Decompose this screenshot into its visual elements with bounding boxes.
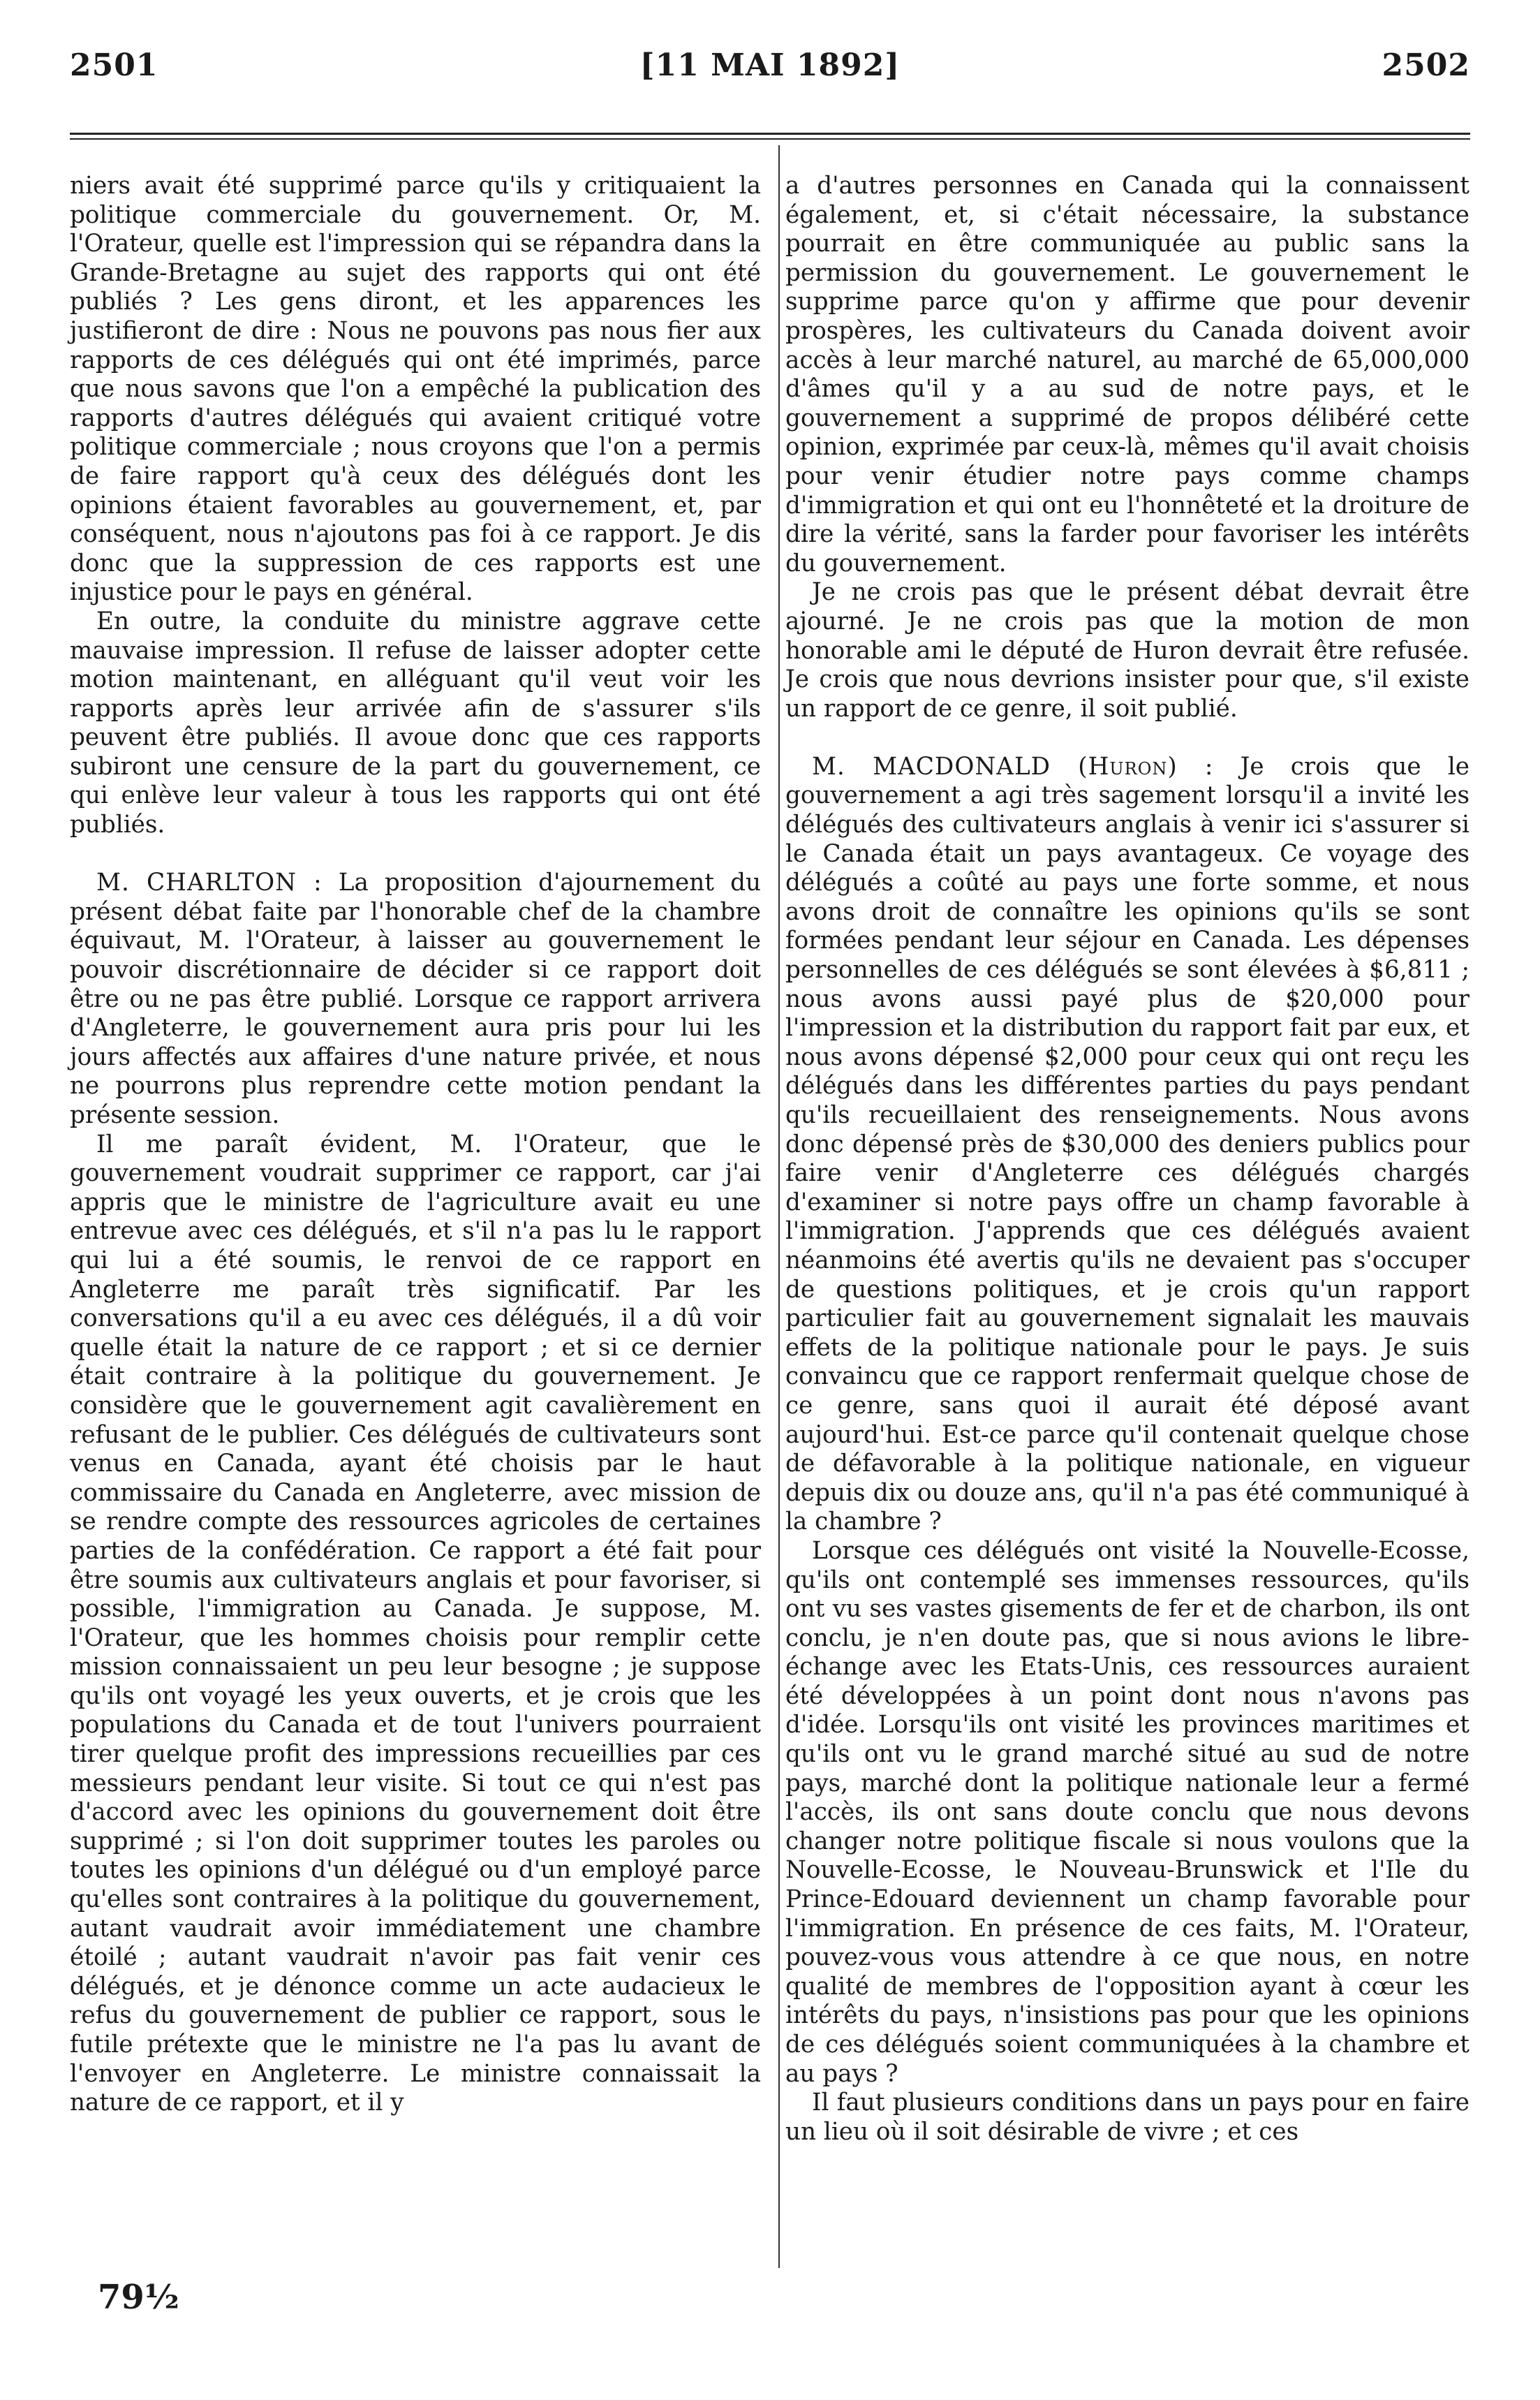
- paragraph: a d'autres personnes en Canada qui la connaissent également, et, si c'était nécessaire, la substance pourrait en être communiquée au public sans la permission du gouvernement. Le gouvernement le supprime parce qu'on y affirme que pour devenir prospères, les cultivateurs du Canada doivent avoir accès à leur marché naturel, au marché de 65,000,000 d'âmes qu'il y a au sud de notre pays, et le gouvernement a supprimé de propos délibéré cette opinion, exprimée par ceux-là, mêmes qu'il avait choisis pour venir étudier notre pays comme champs d'immigration et qui ont eu l'honnêteté et la droiture de dire la vérité, sans la farder pour favoriser les intérêts du gouvernement.: [785, 172, 1469, 577]
- left-column: [70, 172, 761, 2118]
- paragraph: niers avait été supprimé parce qu'ils y critiquaient la politique commerciale du gouvernement. Or, M. l'Orateur, quelle est l'impression qui se répandra dans la Grande-Bretagne au sujet des rapports qui ont été publiés ? Les gens diront, et les apparences les justifieront de dire : Nous ne pouvons pas nous fier aux rapports de ces délégués qui ont été imprimés, parce que nous savons que l'on a empêché la publication des rapports d'autres délégués qui avaient critiqué votre politique commerciale ; nous croyons que l'on a permis de faire rapport qu'à ceux des délégués dont les opinions étaient favorables au gouvernement, et, par conséquent, nous n'ajoutons pas foi à ce rapport. Je dis donc que la suppression de ces rapports est une injustice pour le pays en général.: [70, 172, 761, 607]
- paragraph: Il me paraît évident, M. l'Orateur, que le gouvernement voudrait supprimer ce rapport, car j'ai appris que le ministre de l'agriculture avait eu une entrevue avec ces délégués, et s'il n'a pas lu le rapport qui lui a été soumis, le renvoi de ce rapport en Angleterre me paraît très significatif. Par les conversations qu'il a eu avec ces délégués, il a dû voir quelle était la nature de ce rapport ; et si ce dernier était contraire à la politique du gouvernement. Je considère que le gouvernement agit cavalièrement en refusant de le publier. Ces délégués de cultivateurs sont venus en Canada, ayant été choisis par le haut commissaire du Canada en Angleterre, avec mission de se rendre compte des ressources agricoles de certaines parties de la confédération. Ce rapport a été fait pour être soumis aux cultivateurs anglais et pour favoriser, si possible, l'immigration au Canada. Je suppose, M. l'Orateur, que les hommes choisis pour remplir cette mission connaissaient un peu leur besogne ; je suppose qu'ils ont voyagé les yeux ouverts, et je crois que les populations du Canada et de tout l'univers pourraient tirer quelque profit des impressions recueillies par ces messieurs pendant leur visite. Si tout ce qui n'est pas d'accord avec les opinions du gouvernement doit être supprimé ; si l'on doit supprimer toutes les paroles ou toutes les opinions d'un délégué ou d'un employé parce qu'elles sont contraires à la politique du gouvernement, autant vaudrait avoir immédiatement une chambre étoilé ; autant vaudrait n'avoir pas fait venir ces délégués, et je dénonce comme un acte audacieux le refus du gouvernement de publier ce rapport, sous le futile prétexte que le ministre ne l'a pas lu avant de l'envoyer en Angleterre. Le ministre connaissait la nature de ce rapport, et il y: [70, 1130, 761, 2117]
- speaker-name: M. CHARLTON :: [96, 869, 323, 897]
- speaker-name: M. MACDONALD (Huron) :: [812, 752, 1214, 781]
- right-page-number: 2502: [1382, 47, 1470, 83]
- paragraph: Il faut plusieurs conditions dans un pays pour en faire un lieu où il soit désirable de vivre ; et ces: [785, 2089, 1469, 2146]
- paragraph: Lorsque ces délégués ont visité la Nouvelle-Ecosse, qu'ils ont contemplé ses immenses ressources, qu'ils ont vu ses vastes gisements de fer et de charbon, ils ont conclu, je n'en doute pas, que si nous avions le libre-échange avec les Etats-Unis, ces ressources auraient été développées à un point dont nous n'avons pas d'idée. Lorsqu'ils ont visité les provinces maritimes et qu'ils ont vu le grand marché situé au sud de notre pays, marché dont la politique nationale leur a fermé l'accès, ils ont sans doute conclu que nous devons changer notre politique fiscale si nous voulons que la Nouvelle-Ecosse, le Nouveau-Brunswick et l'Ile du Prince-Edouard deviennent un champ favorable pour l'immigration. En présence de ces faits, M. l'Orateur, pouvez-vous vous attendre à ce que nous, en notre qualité de membres de l'opposition ayant à cœur les intérêts du pays, n'insistions pas pour que les opinions de ces délégués soient communiquées à la chambre et au pays ?: [785, 1536, 1469, 2088]
- page-date: [11 MAI 1892]: [639, 47, 901, 83]
- left-page-number: 2501: [70, 47, 158, 83]
- speaker-paragraph: M. CHARLTON : La proposition d'ajournement du présent débat faite par l'honorable chef de la chambre équivaut, M. l'Orateur, à laisser au gouvernement le pouvoir discrétionnaire de décider si ce rapport doit être ou ne pas être publié. Lorsque ce rapport arrivera d'Angleterre, le gouvernement aura pris pour lui les jours affectés aux affaires d'une nature privée, et nous ne pourrons plus reprendre cette motion pendant la présente session.: [70, 869, 762, 1129]
- page-header: [70, 47, 1470, 96]
- header-rule-top: [70, 133, 1470, 135]
- column-divider: [778, 145, 780, 2268]
- paragraph: Je ne crois pas que le présent débat devrait être ajourné. Je ne crois pas que la motion de mon honorable ami le député de Huron devrait être refusée. Je crois que nous devrions insister pour que, s'il existe un rapport de ce genre, il soit publié.: [785, 578, 1469, 723]
- speaker-paragraph: M. MACDONALD (Huron) : Je crois que le gouvernement a agi très sagement lorsqu'il a invité les délégués des cultivateurs anglais à venir ici s'assurer si le Canada était un pays avantageux. Ce voyage des délégués a coûté au pays une forte somme, et nous avons droit de connaître les opinions qu'ils se sont formées pendant leur séjour en Canada. Les dépenses personnelles de ces délégués se sont élevées à $6,811 ; nous avons aussi payé plus de $20,000 pour l'impression et la distribution du rapport fait par eux, et nous avons dépensé $2,000 pour ceux qui ont reçu les délégués dans les différentes parties du pays pendant qu'ils recueillaient des renseignements. Nous avons donc dépensé près de $30,000 des deniers publics pour faire venir d'Angleterre ces délégués chargés d'examiner si notre pays offre un champ favorable à l'immigration. J'apprends que ces délégués avaient néanmoins été avertis qu'ils ne devaient pas s'occuper de questions politiques, et je crois qu'un rapport particulier fait au gouvernement signalait les mauvais effets de la politique nationale pour le pays. Je suis convaincu que ce rapport renfermait quelque chose de ce genre, sans quoi il aurait été déposé avant aujourd'hui. Est-ce parce qu'il contenait quelque chose de défavorable à la politique nationale, en vigueur depuis dix ou douze ans, qu'il n'a pas été communiqué à la chambre ?: [785, 752, 1470, 1536]
- header-rule-bottom: [70, 138, 1470, 140]
- folio-signature: 79½: [98, 2278, 179, 2317]
- right-column: [785, 172, 1469, 2147]
- paragraph: En outre, la conduite du ministre aggrave cette mauvaise impression. Il refuse de laisser adopter cette motion maintenant, en alléguant qu'il veut voir les rapports après leur arrivée afin de s'assurer s'ils peuvent être publiés. Il avoue donc que ces rapports subiront une censure de la part du gouvernement, ce qui enlève leur valeur à tous les rapports qui ont été publiés.: [70, 607, 761, 839]
